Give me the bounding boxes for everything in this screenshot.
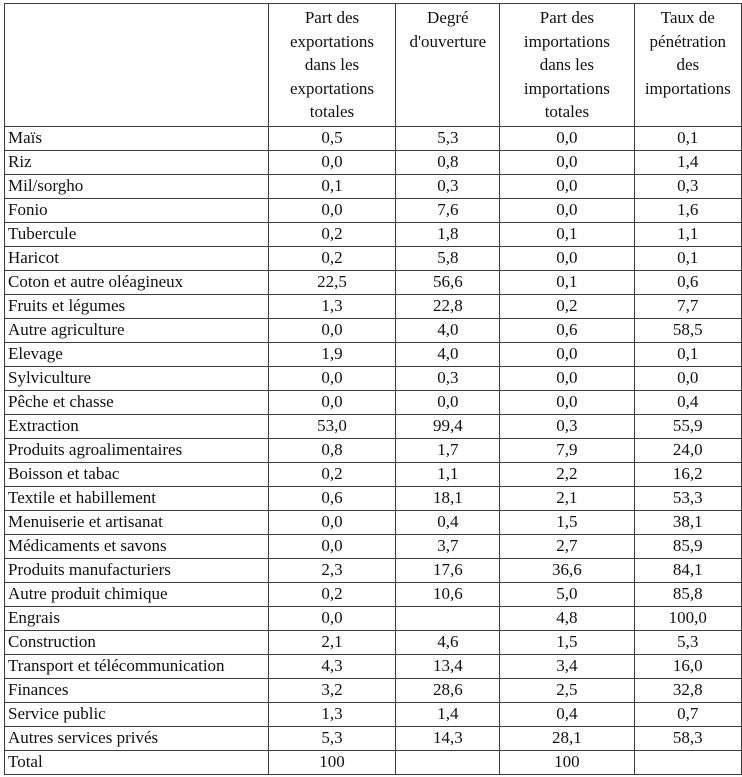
import-share-cell: 0,0 (500, 126, 634, 150)
sector-name-cell: Extraction (5, 414, 269, 438)
table-row (5, 558, 742, 582)
sector-name-cell: Finances (5, 678, 269, 702)
export-share-cell: 53,0 (268, 414, 396, 438)
table-row (5, 726, 742, 750)
openness-degree-cell: 0,3 (396, 174, 500, 198)
openness-degree-cell: 4,6 (396, 630, 500, 654)
import-share-cell: 1,5 (500, 510, 634, 534)
import-share-cell: 2,2 (500, 462, 634, 486)
header-line: exportations (289, 31, 375, 51)
import-penetration-rate-cell: 38,1 (634, 510, 741, 534)
table-row (5, 366, 742, 390)
header-line: exportations (289, 78, 375, 98)
import-penetration-rate-cell: 53,3 (634, 486, 741, 510)
table-body (5, 126, 742, 774)
header-line: importations (523, 78, 610, 98)
header-import-penetration (634, 4, 741, 127)
import-penetration-rate-cell: 85,8 (634, 582, 741, 606)
openness-degree-cell: 1,8 (396, 222, 500, 246)
openness-degree-cell: 13,4 (396, 654, 500, 678)
table-row (5, 390, 742, 414)
sector-name-cell: Autre produit chimique (5, 582, 269, 606)
export-share-cell: 1,3 (268, 294, 396, 318)
import-share-cell: 7,9 (500, 438, 634, 462)
table-row (5, 294, 742, 318)
sector-name-cell: Produits manufacturiers (5, 558, 269, 582)
table-row (5, 606, 742, 630)
export-share-cell: 0,0 (268, 318, 396, 342)
table-row (5, 246, 742, 270)
import-penetration-rate-cell: 7,7 (634, 294, 741, 318)
sector-name-cell: Menuiserie et artisanat (5, 510, 269, 534)
header-line: d'ouverture (409, 31, 487, 51)
openness-degree-cell: 0,8 (396, 150, 500, 174)
export-share-cell: 0,0 (268, 150, 396, 174)
import-penetration-rate-cell: 100,0 (634, 606, 741, 630)
header-line: dans les (304, 55, 360, 74)
export-share-cell: 2,1 (268, 630, 396, 654)
header-line: importations (644, 78, 731, 98)
openness-degree-cell: 5,8 (396, 246, 500, 270)
import-share-cell: 1,5 (500, 630, 634, 654)
sector-name-cell: Produits agroalimentaires (5, 438, 269, 462)
import-share-cell: 0,3 (500, 414, 634, 438)
export-share-cell: 22,5 (268, 270, 396, 294)
export-share-cell: 0,2 (268, 246, 396, 270)
import-share-cell: 0,0 (500, 366, 634, 390)
header-line: totales (309, 102, 355, 121)
sector-name-cell: Fonio (5, 198, 269, 222)
export-share-cell: 0,0 (268, 390, 396, 414)
table-row (5, 534, 742, 558)
export-share-cell: 0,0 (268, 606, 396, 630)
openness-degree-cell: 56,6 (396, 270, 500, 294)
import-share-cell: 3,4 (500, 654, 634, 678)
sector-name-cell: Construction (5, 630, 269, 654)
export-share-cell: 0,8 (268, 438, 396, 462)
sector-name-cell: Service public (5, 702, 269, 726)
table-row (5, 270, 742, 294)
header-line: Part des (539, 8, 595, 27)
openness-degree-cell: 14,3 (396, 726, 500, 750)
table-row (5, 342, 742, 366)
table-row (5, 702, 742, 726)
import-share-cell: 0,1 (500, 222, 634, 246)
import-share-cell: 0,6 (500, 318, 634, 342)
table-row (5, 318, 742, 342)
sector-name-cell: Médicaments et savons (5, 534, 269, 558)
export-share-cell: 2,3 (268, 558, 396, 582)
import-penetration-rate-cell: 55,9 (634, 414, 741, 438)
import-penetration-rate-cell: 32,8 (634, 678, 741, 702)
sector-name-cell: Tubercule (5, 222, 269, 246)
openness-degree-cell: 22,8 (396, 294, 500, 318)
import-share-cell: 100 (500, 750, 634, 774)
openness-degree-cell: 18,1 (396, 486, 500, 510)
sector-name-cell: Mil/sorgho (5, 174, 269, 198)
export-share-cell: 0,0 (268, 198, 396, 222)
import-penetration-rate-cell: 0,3 (634, 174, 741, 198)
sector-name-cell: Autres services privés (5, 726, 269, 750)
sector-name-cell: Textile et habillement (5, 486, 269, 510)
export-share-cell: 0,0 (268, 510, 396, 534)
openness-degree-cell: 1,1 (396, 462, 500, 486)
openness-degree-cell: 3,7 (396, 534, 500, 558)
sector-name-cell: Boisson et tabac (5, 462, 269, 486)
export-share-cell: 3,2 (268, 678, 396, 702)
table-row (5, 654, 742, 678)
export-share-cell: 0,5 (268, 126, 396, 150)
table-header-row (5, 4, 742, 127)
table-row (5, 510, 742, 534)
openness-degree-cell: 28,6 (396, 678, 500, 702)
export-share-cell: 4,3 (268, 654, 396, 678)
import-penetration-rate-cell: 1,4 (634, 150, 741, 174)
openness-degree-cell: 0,0 (396, 390, 500, 414)
openness-degree-cell: 4,0 (396, 342, 500, 366)
export-share-cell: 100 (268, 750, 396, 774)
import-penetration-rate-cell: 0,1 (634, 126, 741, 150)
import-penetration-rate-cell: 16,2 (634, 462, 741, 486)
header-line: Taux de (660, 8, 715, 27)
import-share-cell: 0,0 (500, 150, 634, 174)
import-share-cell: 0,0 (500, 174, 634, 198)
import-share-cell: 0,0 (500, 390, 634, 414)
sector-name-cell: Maïs (5, 126, 269, 150)
sector-name-cell: Transport et télécommunication (5, 654, 269, 678)
import-penetration-rate-cell: 85,9 (634, 534, 741, 558)
import-penetration-rate-cell: 0,1 (634, 342, 741, 366)
export-share-cell: 0,2 (268, 462, 396, 486)
export-share-cell: 0,6 (268, 486, 396, 510)
openness-degree-cell: 1,4 (396, 702, 500, 726)
import-penetration-rate-cell: 0,7 (634, 702, 741, 726)
import-penetration-rate-cell: 1,6 (634, 198, 741, 222)
header-line: pénétration (649, 31, 727, 51)
import-penetration-rate-cell: 24,0 (634, 438, 741, 462)
openness-degree-cell: 17,6 (396, 558, 500, 582)
openness-degree-cell: 0,4 (396, 510, 500, 534)
export-share-cell: 0,0 (268, 534, 396, 558)
table-row (5, 678, 742, 702)
import-share-cell: 2,7 (500, 534, 634, 558)
openness-degree-cell: 4,0 (396, 318, 500, 342)
import-penetration-rate-cell: 1,1 (634, 222, 741, 246)
import-share-cell: 2,5 (500, 678, 634, 702)
header-openness (396, 4, 500, 127)
table-row (5, 438, 742, 462)
table-row (5, 150, 742, 174)
import-penetration-rate-cell (634, 750, 741, 774)
export-share-cell: 0,0 (268, 366, 396, 390)
import-penetration-rate-cell: 58,5 (634, 318, 741, 342)
sector-name-cell: Total (5, 750, 269, 774)
trade-indicators-table (4, 3, 742, 775)
import-share-cell: 0,2 (500, 294, 634, 318)
table-row (5, 126, 742, 150)
header-line: totales (544, 102, 590, 121)
table-row (5, 462, 742, 486)
sector-name-cell: Coton et autre oléagineux (5, 270, 269, 294)
header-line: importations (523, 31, 610, 51)
sector-name-cell: Pêche et chasse (5, 390, 269, 414)
import-penetration-rate-cell: 84,1 (634, 558, 741, 582)
import-penetration-rate-cell: 5,3 (634, 630, 741, 654)
header-line: Degré (427, 8, 469, 27)
export-share-cell: 0,2 (268, 582, 396, 606)
openness-degree-cell (396, 606, 500, 630)
openness-degree-cell: 1,7 (396, 438, 500, 462)
import-share-cell: 4,8 (500, 606, 634, 630)
export-share-cell: 1,9 (268, 342, 396, 366)
header-line: Part des (304, 8, 360, 27)
table-row (5, 174, 742, 198)
import-share-cell: 0,1 (500, 270, 634, 294)
sector-name-cell: Sylviculture (5, 366, 269, 390)
import-penetration-rate-cell: 0,1 (634, 246, 741, 270)
export-share-cell: 5,3 (268, 726, 396, 750)
import-share-cell: 0,0 (500, 198, 634, 222)
sector-name-cell: Riz (5, 150, 269, 174)
openness-degree-cell: 0,3 (396, 366, 500, 390)
import-penetration-rate-cell: 0,6 (634, 270, 741, 294)
sector-name-cell: Elevage (5, 342, 269, 366)
import-penetration-rate-cell: 0,0 (634, 366, 741, 390)
import-share-cell: 0,0 (500, 246, 634, 270)
sector-name-cell: Engrais (5, 606, 269, 630)
document-page (4, 3, 742, 775)
export-share-cell: 0,2 (268, 222, 396, 246)
sector-name-cell: Autre agriculture (5, 318, 269, 342)
import-share-cell: 2,1 (500, 486, 634, 510)
import-penetration-rate-cell: 58,3 (634, 726, 741, 750)
header-sector (5, 4, 269, 127)
import-penetration-rate-cell: 0,4 (634, 390, 741, 414)
openness-degree-cell: 7,6 (396, 198, 500, 222)
header-export-share (268, 4, 396, 127)
table-row (5, 198, 742, 222)
table-row (5, 486, 742, 510)
table-row (5, 630, 742, 654)
export-share-cell: 1,3 (268, 702, 396, 726)
import-share-cell: 0,0 (500, 342, 634, 366)
import-share-cell: 28,1 (500, 726, 634, 750)
table-row (5, 222, 742, 246)
table-row (5, 414, 742, 438)
export-share-cell: 0,1 (268, 174, 396, 198)
sector-name-cell: Haricot (5, 246, 269, 270)
header-line: dans les (539, 55, 595, 74)
import-share-cell: 5,0 (500, 582, 634, 606)
table-row (5, 582, 742, 606)
table-row (5, 750, 742, 774)
header-line: des (676, 55, 700, 74)
import-share-cell: 0,4 (500, 702, 634, 726)
openness-degree-cell (396, 750, 500, 774)
header-import-share (500, 4, 634, 127)
openness-degree-cell: 5,3 (396, 126, 500, 150)
import-share-cell: 36,6 (500, 558, 634, 582)
openness-degree-cell: 10,6 (396, 582, 500, 606)
import-penetration-rate-cell: 16,0 (634, 654, 741, 678)
openness-degree-cell: 99,4 (396, 414, 500, 438)
sector-name-cell: Fruits et légumes (5, 294, 269, 318)
